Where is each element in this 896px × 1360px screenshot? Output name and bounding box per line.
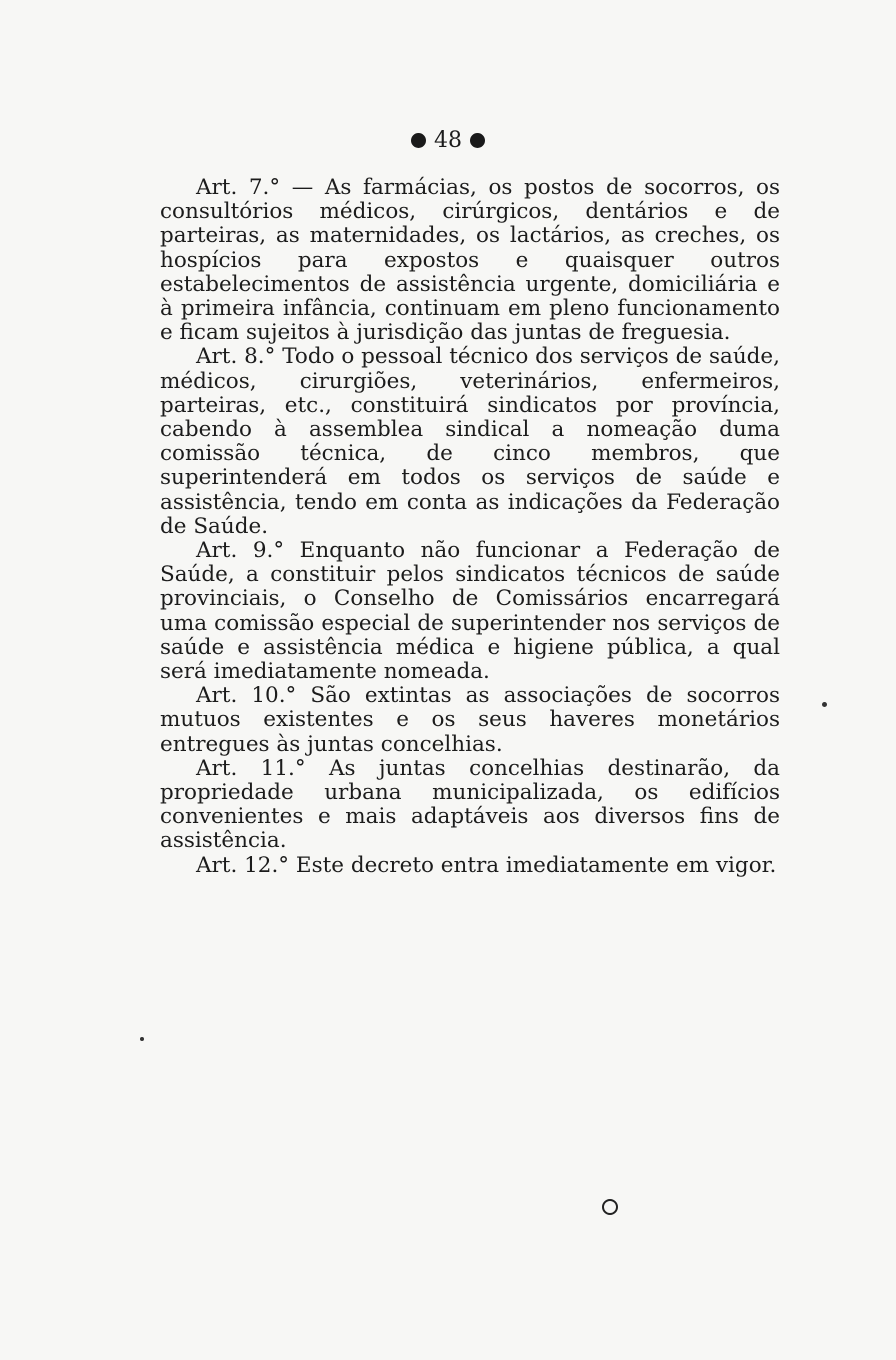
article-7: Art. 7.° — As farmácias, os postos de socorros, os consultórios médicos, cirúrgicos, dentários e de parteiras, as maternidades, os lactários, as creches, os hospícios para expostos e quaisquer outros estabelecimentos de assistência urgente, domiciliária e à primeira infância, continuam em pleno funcionamento e ficam sujeitos à jurisdição das juntas de freguesia.: [160, 175, 780, 346]
page-header: [0, 128, 896, 153]
circle-mark-icon: [602, 1199, 618, 1215]
ink-speck: [140, 1037, 144, 1041]
right-bullet-icon: [470, 133, 485, 148]
article-10: Art. 10.° São extintas as associações de socorros mutuos existentes e os seus haveres monetários entregues às juntas concelhias.: [160, 683, 780, 757]
article-12: Art. 12.° Este decreto entra imediatamente em vigor.: [196, 852, 777, 878]
article-11: Art. 11.° As juntas concelhias destinarão, da propriedade urbana municipalizada, os edifícios convenientes e mais adaptáveis aos diversos fins de assistência.: [160, 755, 780, 854]
article-9: Art. 9.° Enquanto não funcionar a Federação de Saúde, a constituir pelos sindicatos técnicos de saúde provinciais, o Conselho de Comissários encarregará uma comissão especial de superintender nos serviços de saúde e assistência médica e higiene pública, a qual será imediatamente nomeada.: [160, 538, 780, 685]
article-8: Art. 8.° Todo o pessoal técnico dos serviços de saúde, médicos, cirurgiões, veterinários, enfermeiros, parteiras, etc., constituirá sindicatos por província, cabendo à assemblea sindical a nomeação duma comissão técnica, de cinco membros, que superintenderá em todos os serviços de saúde e assistência, tendo em conta as indicações da Federação de Saúde.: [160, 344, 780, 539]
page-number: 48: [434, 128, 462, 153]
ink-speck: [822, 702, 827, 707]
decree-text: [160, 176, 780, 878]
left-bullet-icon: [411, 133, 426, 148]
